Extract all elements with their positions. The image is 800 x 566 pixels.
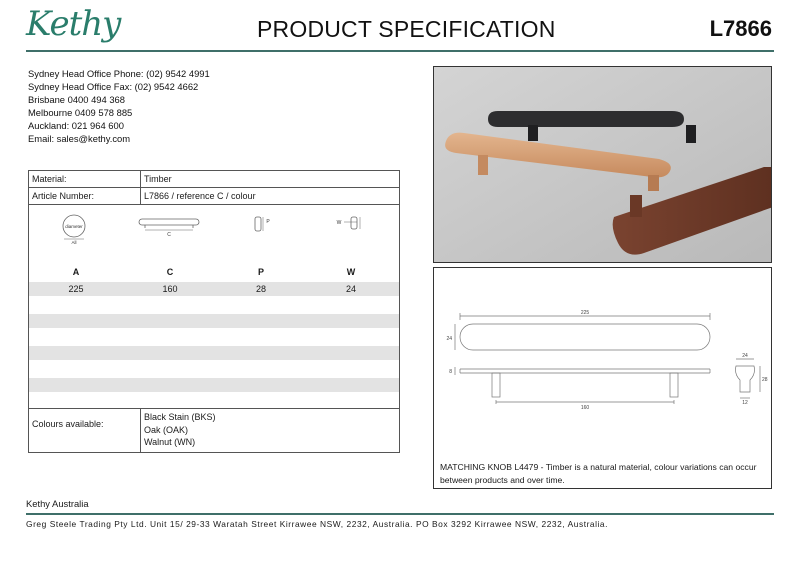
material-value: Timber xyxy=(144,174,172,184)
footer-company: Kethy Australia xyxy=(26,498,89,509)
handles-photo-illustration xyxy=(434,67,772,263)
contact-line: Melbourne 0409 578 885 xyxy=(28,106,133,118)
technical-drawing xyxy=(433,267,772,489)
dim-foot-label: 12 xyxy=(742,400,748,406)
contact-email: Email: sales@kethy.com xyxy=(28,132,131,144)
material-row xyxy=(29,171,399,188)
table-stripe xyxy=(29,378,399,392)
article-label: Article Number: xyxy=(29,188,141,204)
width-icon xyxy=(335,215,369,235)
c-label: C xyxy=(167,232,171,237)
dimension-values xyxy=(29,282,399,296)
dim-side-label: 8 xyxy=(449,369,452,375)
kethy-logo: Kethy xyxy=(26,4,121,44)
diameter-label: diameter xyxy=(65,224,83,229)
dim-top-label: 24 xyxy=(742,353,748,359)
dim-header-c: C xyxy=(166,267,174,277)
dim-projection-label: 28 xyxy=(762,377,768,383)
contact-line: Auckland: 021 964 600 xyxy=(28,119,124,131)
dim-height-label: 24 xyxy=(446,336,452,342)
header-divider xyxy=(26,50,774,52)
colour-option: Walnut (WN) xyxy=(144,437,196,447)
table-stripe xyxy=(29,314,399,328)
contact-details xyxy=(28,68,210,145)
dim-header-p: P xyxy=(257,267,264,277)
contact-line: Brisbane 0400 494 368 xyxy=(28,93,125,105)
material-label: Material: xyxy=(29,171,141,187)
diameter-icon xyxy=(59,213,89,245)
dim-value-w: 24 xyxy=(345,284,356,294)
dim-value-a: 225 xyxy=(68,284,84,294)
contact-line: Sydney Head Office Fax: (02) 9542 4662 xyxy=(28,80,199,92)
dim-overall-label: 225 xyxy=(580,310,590,316)
dim-header-a: A xyxy=(72,267,80,277)
dim-centres-label: 160 xyxy=(580,405,590,411)
contact-line: Sydney Head Office Phone: (02) 9542 4991 xyxy=(28,68,210,79)
handle-length-icon xyxy=(137,217,201,237)
all-label: All xyxy=(71,240,77,245)
colours-label: Colours available: xyxy=(29,409,141,453)
product-note: MATCHING KNOB L4479 - Timber is a natural material, colour variations can occur between products and over time. xyxy=(440,462,757,485)
p-label: P xyxy=(266,219,270,225)
product-code: L7866 xyxy=(709,16,772,41)
footer-divider xyxy=(26,513,774,515)
handle-dimension-drawing xyxy=(434,268,771,454)
article-row xyxy=(29,188,399,205)
projection-icon xyxy=(253,215,273,235)
dimension-headers xyxy=(29,267,399,281)
article-value: L7866 / reference C / colour xyxy=(144,191,256,201)
colours-row xyxy=(29,408,399,453)
dim-value-p: 28 xyxy=(255,284,266,294)
table-stripe xyxy=(29,346,399,360)
spec-table xyxy=(28,170,400,453)
document-title: PRODUCT SPECIFICATION xyxy=(257,16,556,42)
colour-option: Oak (OAK) xyxy=(144,424,189,435)
dim-value-c: 160 xyxy=(162,284,178,294)
colours-list xyxy=(141,409,399,453)
dimension-icons xyxy=(29,207,399,247)
dim-header-w: W xyxy=(346,267,356,277)
footer-address: Greg Steele Trading Pty Ltd. Unit 15/ 29-33 Waratah Street Kirrawee NSW, 2232, Australia. PO Box 3292 Kirrawee NSW, 2232, Australia. xyxy=(26,519,609,529)
colour-option: Black Stain (BKS) xyxy=(144,412,216,422)
w-label: W xyxy=(336,220,342,226)
product-photo xyxy=(433,66,772,263)
